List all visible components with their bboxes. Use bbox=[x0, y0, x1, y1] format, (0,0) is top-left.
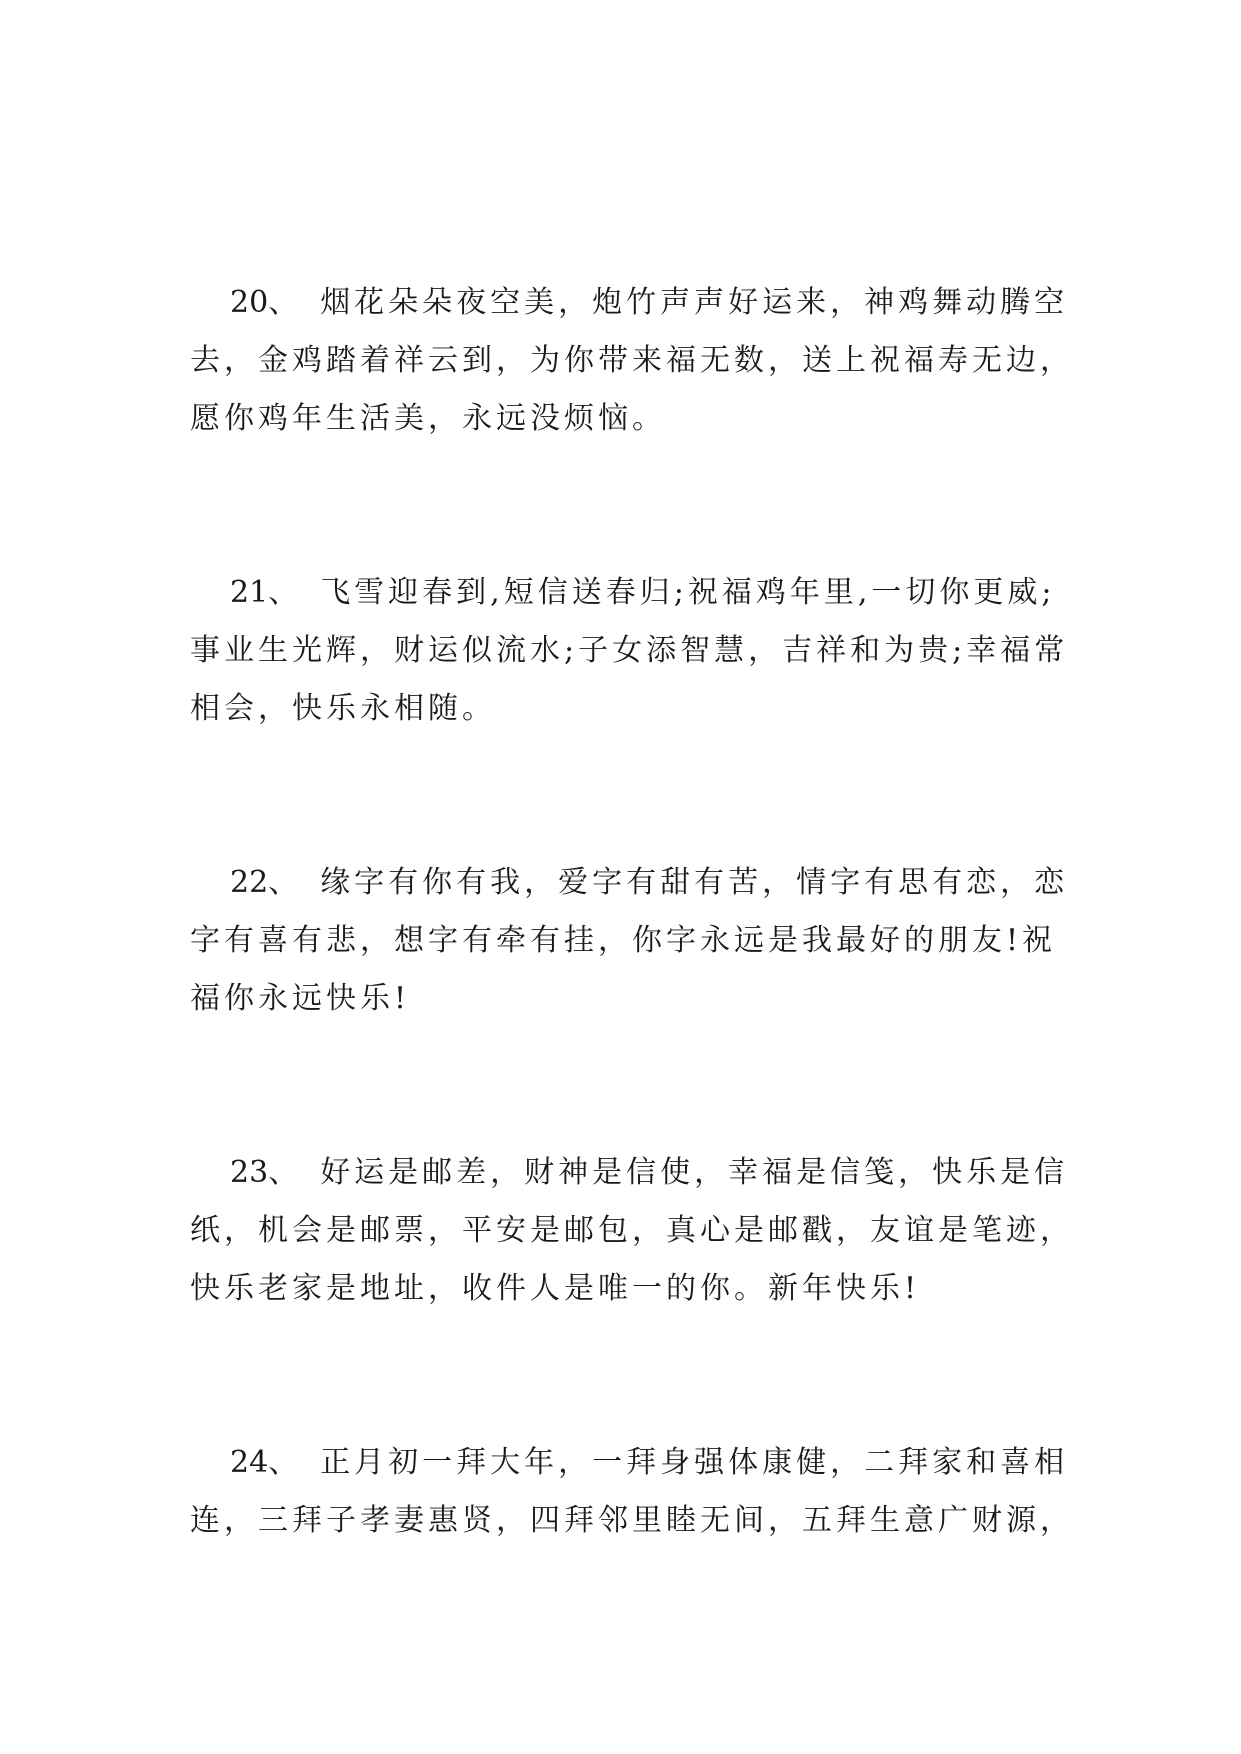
entry-number: 24、 bbox=[230, 1445, 299, 1480]
entry-line: 福你永远快乐! bbox=[190, 981, 411, 1016]
entry-line: 纸，机会是邮票，平安是邮包，真心是邮戳，友谊是笔迹， bbox=[190, 1213, 1074, 1248]
entry-24 bbox=[190, 1434, 1074, 1550]
entry-line: 快乐老家是地址，收件人是唯一的你。新年快乐! bbox=[190, 1271, 921, 1306]
entry-text: 好运是邮差，财神是信使，幸福是信笺，快乐是信 bbox=[320, 1155, 1069, 1190]
entry-line: 相会，快乐永相随。 bbox=[190, 691, 496, 726]
entry-first-line bbox=[190, 564, 1070, 622]
entry-first-line bbox=[190, 1144, 1070, 1202]
entry-number: 23、 bbox=[230, 1155, 299, 1190]
entry-line: 去，金鸡踏着祥云到，为你带来福无数，送上祝福寿无边， bbox=[190, 343, 1074, 378]
entry-first-line bbox=[190, 1434, 1070, 1492]
entry-number: 20、 bbox=[230, 285, 299, 320]
entry-22 bbox=[190, 854, 1070, 1028]
entry-number: 21、 bbox=[230, 575, 299, 610]
entry-line: 字有喜有悲，想字有牵有挂，你字永远是我最好的朋友!祝 bbox=[190, 923, 1057, 958]
entry-text: 飞雪迎春到,短信送春归;祝福鸡年里,一切你更威; bbox=[320, 575, 1056, 610]
entry-text: 缘字有你有我，爱字有甜有苦，情字有思有恋，恋 bbox=[320, 865, 1069, 900]
entry-first-line bbox=[190, 274, 1070, 332]
entry-text: 正月初一拜大年，一拜身强体康健，二拜家和喜相 bbox=[320, 1445, 1069, 1480]
entry-21 bbox=[190, 564, 1070, 738]
entry-20 bbox=[190, 274, 1074, 448]
entry-line: 事业生光辉，财运似流水;子女添智慧，吉祥和为贵;幸福常 bbox=[190, 633, 1069, 668]
entry-23 bbox=[190, 1144, 1074, 1318]
entry-line: 连，三拜子孝妻惠贤，四拜邻里睦无间，五拜生意广财源， bbox=[190, 1503, 1074, 1538]
entry-first-line bbox=[190, 854, 1070, 912]
entry-text: 烟花朵朵夜空美，炮竹声声好运来，神鸡舞动腾空 bbox=[320, 285, 1069, 320]
entry-number: 22、 bbox=[230, 865, 299, 900]
entry-line: 愿你鸡年生活美，永远没烦恼。 bbox=[190, 401, 666, 436]
